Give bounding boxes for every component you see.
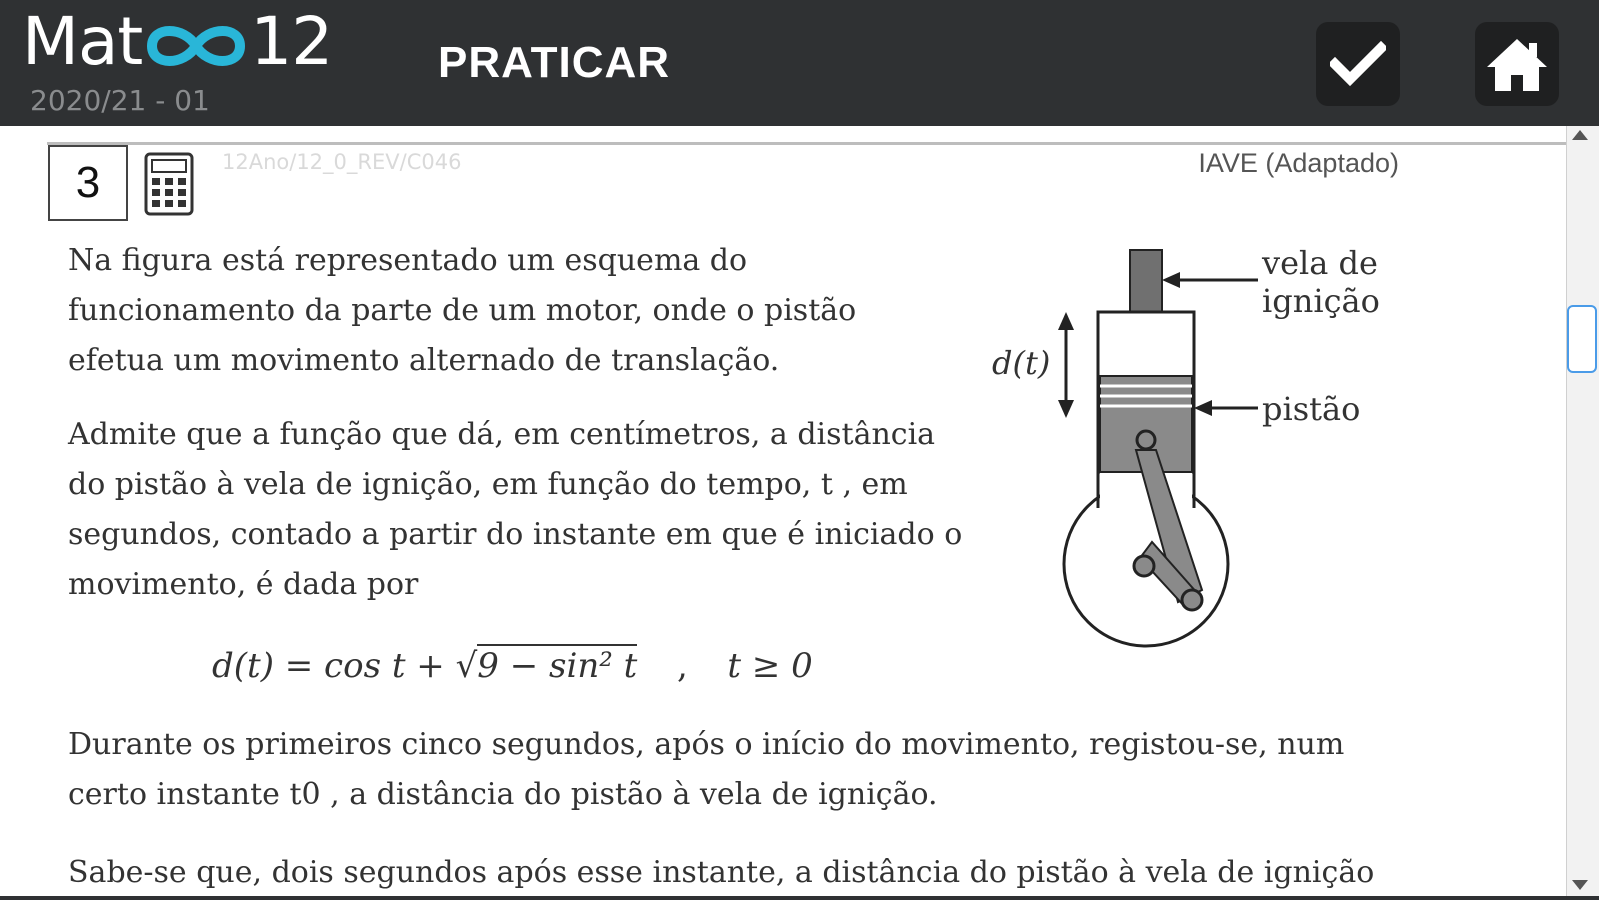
crank-axle (1182, 590, 1202, 610)
page-title: PRATICAR (438, 38, 671, 87)
formula-radicand: 9 − sin² t (477, 646, 638, 686)
question-paragraph-4: Sabe-se que, dois segundos após esse instante, a distância do pistão à vela de ignição (68, 855, 1375, 890)
scroll-thumb[interactable] (1567, 305, 1597, 373)
label-spark-plug-line1: vela de (1262, 244, 1378, 282)
edition-label: 2020/21 - 01 (30, 84, 210, 117)
question-paragraph-2: Admite que a função que dá, em centímetros, a distância do pistão à vela de ignição, em função do tempo, t , em segundos, contado a partir do instante em que é iniciado o movimento, é dada por (68, 417, 963, 602)
check-button[interactable] (1316, 22, 1400, 106)
label-piston: pistão (1262, 390, 1361, 428)
sqrt-symbol: √ (455, 646, 478, 686)
content-top-rule (47, 142, 1567, 145)
formula (212, 640, 813, 692)
label-spark-plug-line2: ignição (1262, 282, 1380, 320)
crank-pin (1134, 556, 1154, 576)
question-source: IAVE (Adaptado) (1198, 148, 1399, 178)
question-number: 3 (48, 145, 128, 221)
calculator-icon (144, 152, 194, 216)
formula-separator: , (676, 646, 688, 686)
question-paragraph-3: Durante os primeiros cinco segundos, após o início do movimento, registou-se, num certo instante t0 , a distância do pistão à vela de ignição. (68, 727, 1345, 812)
logo-text-left: Mat (22, 3, 143, 80)
check-icon (1330, 40, 1386, 88)
app-logo (22, 4, 332, 80)
bottom-border (0, 896, 1599, 900)
scroll-up-arrow-icon[interactable] (1572, 130, 1588, 140)
home-button[interactable] (1475, 22, 1559, 106)
top-bar (0, 0, 1599, 126)
engine-diagram (990, 240, 1410, 660)
formula-lhs: d(t) = cos t + (212, 646, 456, 686)
logo-text-right: 12 (250, 3, 333, 80)
question-paragraph-1: Na figura está representado um esquema do funcionamento da parte de um motor, onde o pistão efetua um movimento alternado de translação. (68, 243, 857, 378)
vertical-scrollbar[interactable] (1566, 126, 1599, 900)
label-distance: d(t) (992, 344, 1051, 382)
question-reference: 12Ano/12_0_REV/C046 (222, 150, 462, 174)
infinity-icon (144, 18, 248, 74)
scroll-down-arrow-icon[interactable] (1572, 880, 1588, 890)
piston-pin (1137, 431, 1155, 449)
home-icon (1485, 35, 1549, 93)
spark-plug (1130, 250, 1162, 312)
formula-domain: t ≥ 0 (727, 646, 813, 686)
